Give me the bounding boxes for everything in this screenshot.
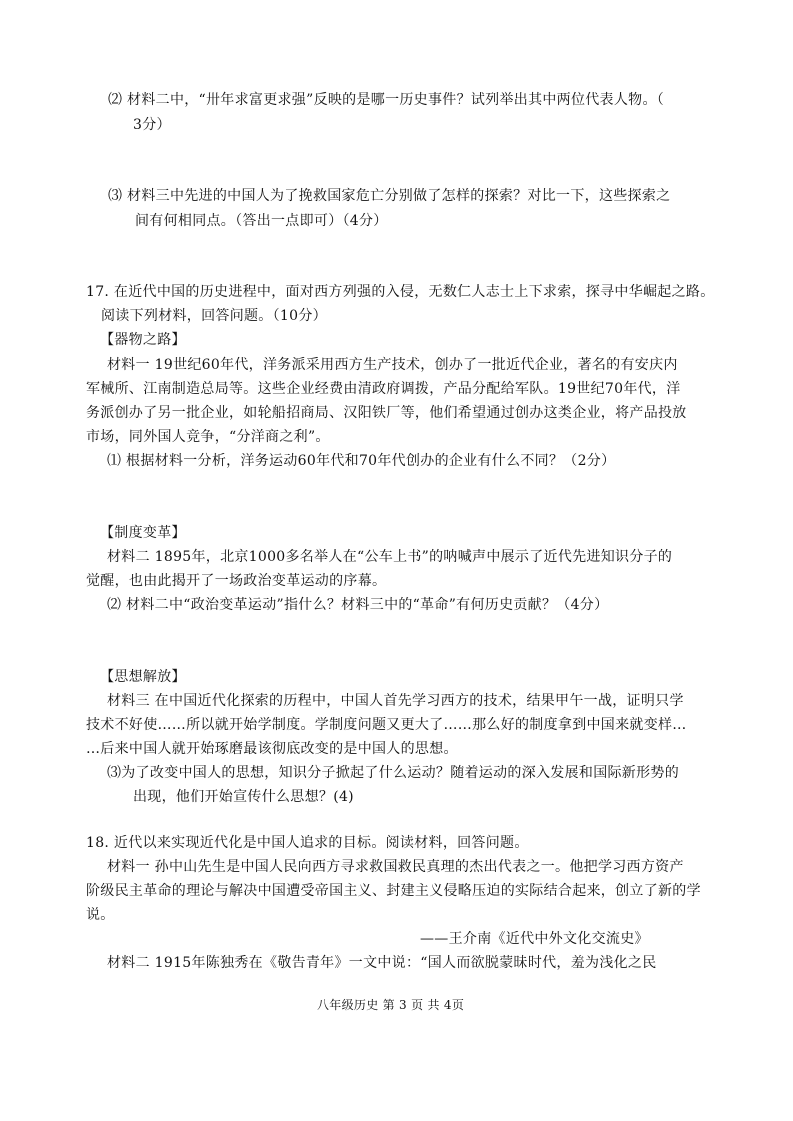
q18-m1-line3: 说。 [86, 907, 115, 923]
q17-question2: ⑵ 材料二中“政治变革运动”指什么？材料三中的“革命”有何历史贡献？（4分） [107, 597, 609, 613]
q16-p3-line2: 间有何相同点。（答出一点即可）（4分） [135, 213, 388, 229]
q17-intro-line1: 17. 在近代中国的历史进程中，面对西方列强的入侵，无数仁人志士上下求索，探寻中华崛起之路。 [86, 284, 715, 300]
q17-m1-line3: 务派创办了另一批企业，如轮船招商局、汉阳铁厂等，他们希望通过创办这类企业，将产品投放 [86, 405, 687, 421]
q18-intro: 18. 近代以来实现近代化是中国人追求的目标。阅读材料，回答问题。 [86, 835, 529, 851]
q18-m2-line1: 材料二 1915年陈独秀在《敬告青年》一文中说：“国人而欲脱蒙昧时代，羞为浅化之民 [107, 955, 657, 971]
q17-section2-title: 【制度变革】 [100, 525, 186, 541]
q17-m3-line2: 技术不好使……所以就开始学制度。学制度问题又更大了……那么好的制度拿到中国来就变样… [86, 717, 687, 733]
q17-m2-line1: 材料二 1895年，北京1000多名举人在“公车上书”的呐喊声中展示了近代先进知识分子的 [107, 549, 673, 565]
q17-m3-line1: 材料三 在中国近代化探索的历程中，中国人首先学习西方的技术，结果甲午一战，证明只学 [107, 693, 684, 709]
q16-p2-line1: ⑵ 材料二中，“卅年求富更求强”反映的是哪一历史事件？试列举出其中两位代表人物。（ [108, 92, 665, 108]
q17-section1-title: 【器物之路】 [100, 332, 186, 348]
q18-m1-line1: 材料一 孙中山先生是中国人民向西方寻求救国救民真理的杰出代表之一。他把学习西方资产 [107, 859, 684, 875]
q17-question3-line2: 出现，他们开始宣传什么思想？(4) [133, 789, 354, 805]
q16-p3-line1: ⑶ 材料三中先进的中国人为了挽救国家危亡分别做了怎样的探索？对比一下，这些探索之 [108, 188, 671, 204]
q17-question3-line1: ⑶为了改变中国人的思想，知识分子掀起了什么运动？随着运动的深入发展和国际新形势的 [107, 765, 679, 781]
q17-section3-title: 【思想解放】 [100, 669, 186, 685]
q17-m1-line1: 材料一 19世纪60年代，洋务派采用西方生产技术，创办了一批近代企业，著名的有安庆内 [107, 357, 678, 373]
q17-m1-line4: 市场，同外国人竞争，“分洋商之利”。 [86, 429, 330, 445]
q18-m1-line2: 阶级民主革命的理论与解决中国遭受帝国主义、封建主义侵略压迫的实际结合起来，创立了新的学 [86, 883, 701, 899]
q16-p2-line2: 3分） [133, 117, 171, 133]
q18-m1-source: ——王介南《近代中外文化交流史》 [420, 931, 649, 947]
page-footer: 八年级历史 第 3 页 共 4页 [317, 998, 465, 1012]
q17-m2-line2: 觉醒，也由此揭开了一场政治变革运动的序幕。 [86, 573, 387, 589]
q17-question1: ⑴ 根据材料一分析，洋务运动60年代和70年代创办的企业有什么不同？（2分） [107, 453, 616, 469]
q17-m1-line2: 军械所、江南制造总局等。这些企业经费由清政府调拨，产品分配给军队。19世纪70年代，洋 [86, 381, 681, 397]
q17-m3-line3: …后来中国人就开始琢磨最该彻底改变的是中国人的思想。 [86, 741, 458, 757]
q17-intro-line2: 阅读下列材料，回答问题。（10分） [101, 308, 327, 324]
